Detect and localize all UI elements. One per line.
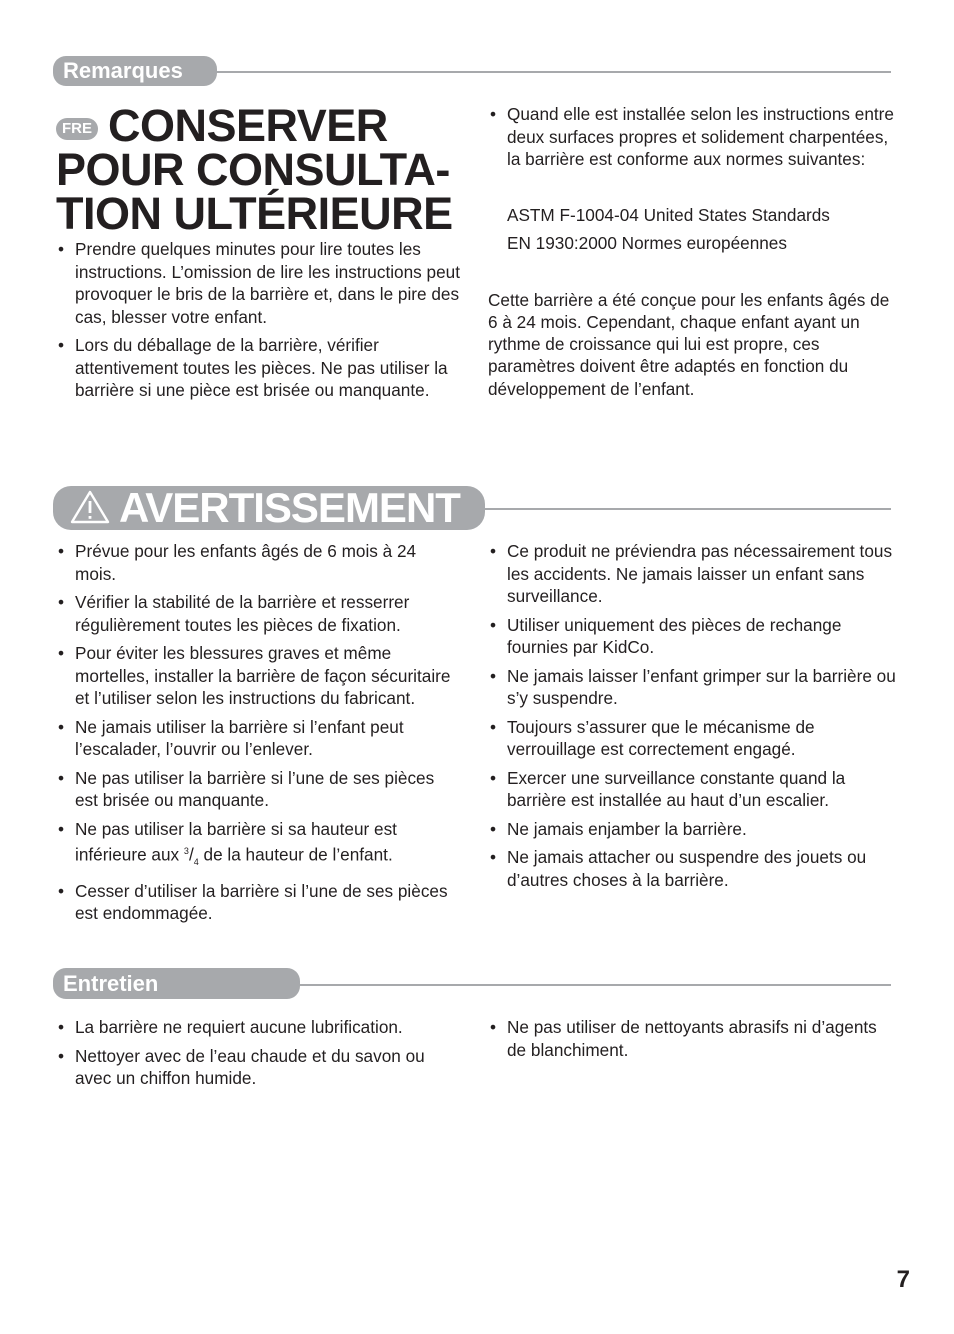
entretien-left-column bbox=[56, 1016, 456, 1096]
title-line-3: TION ULTÉRIEURE bbox=[56, 188, 453, 239]
title-line-1: FRE CONSERVER bbox=[56, 104, 476, 148]
list-item: • Vérifier la stabilité de la barrière et resserrer régulièrement toutes les pièces de fixation. bbox=[56, 591, 456, 636]
list-item: • La barrière ne requiert aucune lubrification. bbox=[56, 1016, 456, 1039]
list-item: • Prendre quelques minutes pour lire toutes les instructions. L’omission de lire les instructions peut provoquer le bris de la barrière et, dans le pire des cas, blesser votre enfant. bbox=[56, 238, 476, 328]
language-badge: FRE bbox=[56, 118, 98, 140]
list-item: • Nettoyer avec de l’eau chaude et du savon ou avec un chiffon humide. bbox=[56, 1045, 456, 1090]
list-item: • Cesser d’utiliser la barrière si l’une de ses pièces est endommagée. bbox=[56, 880, 456, 925]
list-item: • Ne pas utiliser la barrière si l’une de ses pièces est brisée ou manquante. bbox=[56, 767, 456, 812]
list-item: • Ce produit ne préviendra pas nécessairement tous les accidents. Ne jamais laisser un enfant sans surveillance. bbox=[488, 540, 900, 608]
entretien-rule bbox=[300, 984, 891, 986]
list-item: • Ne jamais laisser l’enfant grimper sur la barrière ou s’y suspendre. bbox=[488, 665, 900, 710]
list-item: • Ne jamais enjamber la barrière. bbox=[488, 818, 900, 841]
list-item: • Quand elle est installée selon les instructions entre deux surfaces propres et solidement charpentées, la barrière est conforme aux normes suivantes: bbox=[488, 103, 900, 171]
page-number: 7 bbox=[896, 1266, 910, 1293]
list-item: • Utiliser uniquement des pièces de rechange fournies par KidCo. bbox=[488, 614, 900, 659]
list-item: • Pour éviter les blessures graves et même mortelles, installer la barrière de façon sécuritaire et l’utiliser selon les instructions du fabricant. bbox=[56, 642, 456, 710]
title-line-2: POUR CONSULTA- bbox=[56, 144, 450, 195]
standards-list bbox=[488, 201, 900, 257]
list-item: • Prévue pour les enfants âgés de 6 mois à 24 mois. bbox=[56, 540, 456, 585]
list-item: • Ne jamais utiliser la barrière si l’enfant peut l’escalader, l’ouvrir ou l’enlever. bbox=[56, 716, 456, 761]
avertissement-tab-label: AVERTISSEMENT bbox=[119, 484, 460, 531]
entretien-tab-label: Entretien bbox=[63, 971, 159, 996]
list-item: • Exercer une surveillance constante quand la barrière est installée au haut d’un escalier. bbox=[488, 767, 900, 812]
standard-astm: ASTM F-1004-04 United States Standards bbox=[507, 204, 830, 225]
avertissement-right-column bbox=[488, 540, 900, 897]
entretien-tab bbox=[53, 968, 300, 999]
remarques-tab-label: Remarques bbox=[63, 58, 183, 83]
fraction-numerator: 3 bbox=[183, 846, 189, 856]
remarques-right-column bbox=[488, 103, 900, 400]
avertissement-tab bbox=[53, 486, 485, 530]
fraction-slash: / bbox=[188, 844, 194, 865]
remarques-tab bbox=[53, 56, 217, 86]
design-note: Cette barrière a été conçue pour les enfants âgés de 6 à 24 mois. Cependant, chaque enfant ayant un rythme de croissance qui lui est propre, ces paramètres doivent être adaptés en fonction du développement de l’enfant. bbox=[488, 289, 890, 399]
list-item: • Toujours s’assurer que le mécanisme de verrouillage est correctement engagé. bbox=[488, 716, 900, 761]
avertissement-rule bbox=[485, 508, 891, 510]
standard-en: EN 1930:2000 Normes européennes bbox=[507, 232, 787, 253]
remarques-left-column bbox=[56, 238, 476, 408]
list-item: • Ne jamais attacher ou suspendre des jouets ou d’autres choses à la barrière. bbox=[488, 846, 900, 891]
entretien-right-column bbox=[488, 1016, 888, 1067]
avertissement-left-column bbox=[56, 540, 456, 931]
list-item: • Ne pas utiliser de nettoyants abrasifs ni d’agents de blanchiment. bbox=[488, 1016, 888, 1061]
list-item-height-rule: • Ne pas utiliser la barrière si sa hauteur est inférieure aux $^3/_4$ de la hauteur de l’enfant. bbox=[56, 818, 456, 874]
remarques-rule bbox=[217, 71, 891, 73]
page-title bbox=[56, 100, 476, 239]
list-item: • Lors du déballage de la barrière, vérifier attentivement toutes les pièces. Ne pas utiliser la barrière si une pièce est brisée ou manquante. bbox=[56, 334, 476, 402]
warning-triangle-icon bbox=[69, 489, 111, 525]
fraction-denominator: 4 bbox=[193, 857, 199, 868]
